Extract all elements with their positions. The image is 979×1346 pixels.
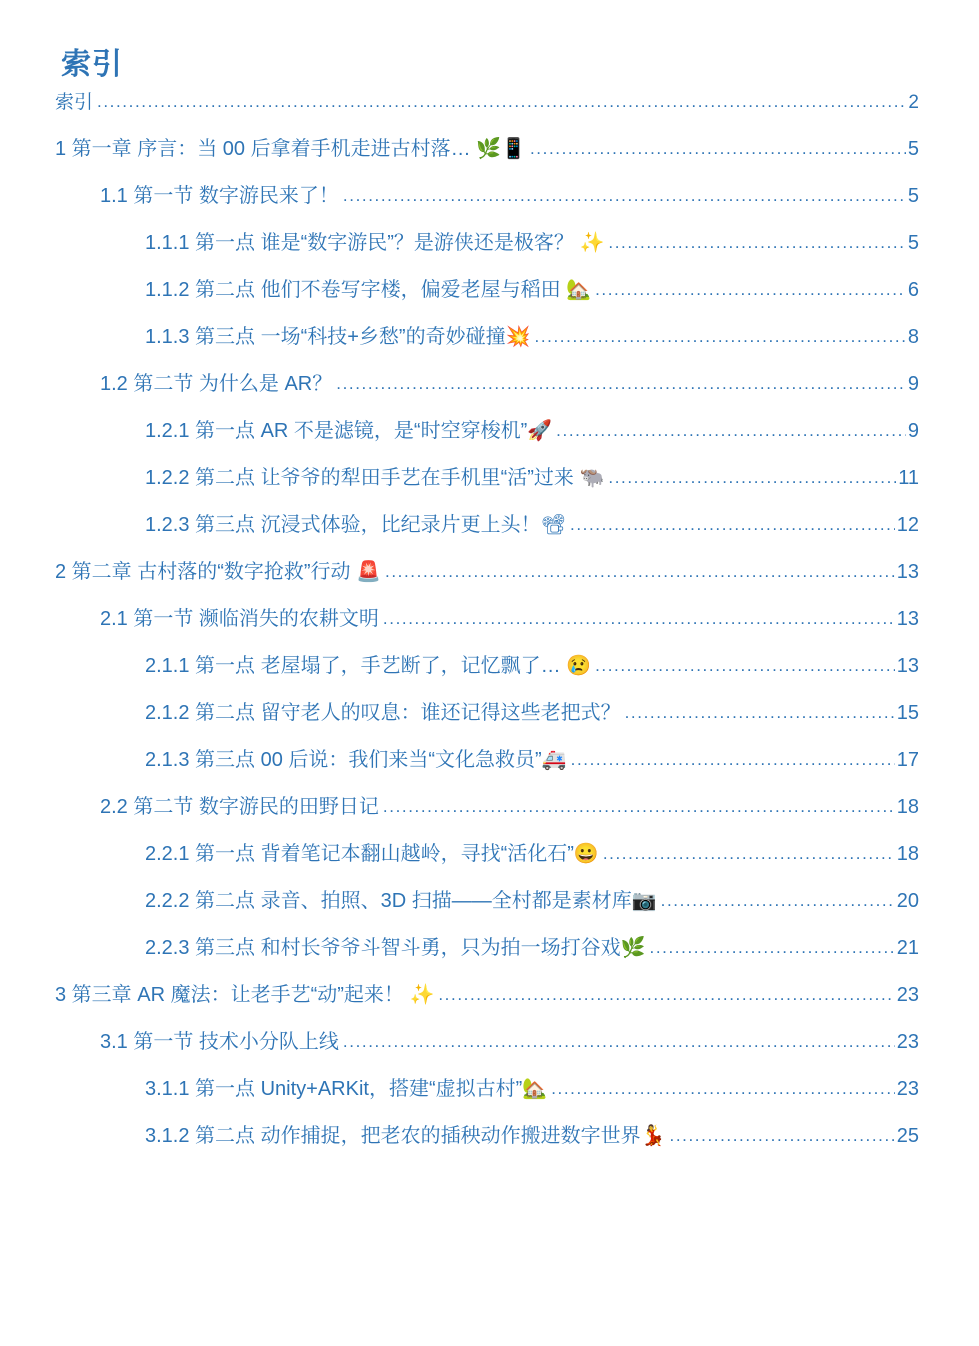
page-title: 索引 (61, 48, 123, 81)
toc-entry[interactable] (145, 1077, 919, 1102)
toc-page-number: 2 (908, 92, 919, 113)
toc-leader-dots (571, 748, 895, 773)
toc-page-number: 6 (907, 278, 919, 301)
toc-page-number: 5 (907, 231, 919, 254)
toc-leader-dots (603, 842, 895, 867)
toc-entry-label: 索引 (55, 92, 94, 113)
toc-leader-dots (535, 325, 906, 350)
toc-page-number: 11 (898, 466, 919, 489)
toc-page-number: 21 (896, 936, 919, 959)
toc-leader-dots (608, 231, 906, 256)
toc-entry[interactable] (145, 1124, 919, 1149)
toc-entry[interactable] (55, 983, 919, 1008)
toc-entry[interactable] (55, 91, 919, 115)
toc-page-number: 23 (896, 983, 919, 1006)
toc-entry-label: 2.1.3 第三点 00 后说：我们来当“文化急救员”🚑 (145, 748, 567, 771)
toc-leader-dots (97, 91, 906, 115)
toc-entry-label: 3.1 第一节 技术小分队上线 (100, 1030, 339, 1053)
toc-leader-dots (556, 419, 906, 444)
toc-entry[interactable] (100, 372, 919, 397)
toc-entry[interactable] (145, 419, 919, 444)
toc-entry-label: 1.2.1 第一点 AR 不是滤镜，是“时空穿梭机”🚀 (145, 419, 553, 442)
toc-leader-dots (343, 1030, 895, 1055)
toc-entry-label: 2.2.2 第二点 录音、拍照、3D 扫描——全村都是素材库📷 (145, 889, 657, 912)
toc-entry[interactable] (100, 607, 919, 632)
toc-leader-dots (608, 466, 896, 491)
toc-entry[interactable] (145, 654, 919, 679)
toc-entry[interactable] (145, 701, 919, 726)
toc-page-number: 13 (896, 654, 919, 677)
toc-entry-label: 2.1.1 第一点 老屋塌了，手艺断了，记忆飘了… 😢 (145, 654, 592, 677)
toc-leader-dots (385, 560, 895, 585)
toc-entry-label: 3.1.1 第一点 Unity+ARKit，搭建“虚拟古村”🏡 (145, 1077, 548, 1100)
toc-entry[interactable] (55, 137, 919, 162)
toc-entry[interactable] (55, 560, 919, 585)
toc-entry-label: 3 第三章 AR 魔法：让老手艺“动”起来！ ✨ (55, 983, 435, 1006)
toc-leader-dots (661, 889, 895, 914)
toc-entry[interactable] (145, 842, 919, 867)
toc-entry-label: 2.2.3 第三点 和村长爷爷斗智斗勇，只为拍一场打谷戏🌿 (145, 936, 646, 959)
toc-leader-dots (670, 1124, 895, 1149)
toc-page-number: 17 (896, 748, 919, 771)
toc-entry-label: 1.2.3 第三点 沉浸式体验，比纪录片更上头！📽 (145, 513, 566, 536)
toc-entry-label: 2 第二章 古村落的“数字抢救”行动 🚨 (55, 560, 382, 583)
toc-entry[interactable] (145, 231, 919, 256)
toc-entry-label: 2.2 第二节 数字游民的田野日记 (100, 795, 379, 818)
toc-entry-label: 1 第一章 序言：当 00 后拿着手机走进古村落… 🌿📱 (55, 137, 526, 160)
toc-entry-label: 1.2.2 第二点 让爷爷的犁田手艺在手机里“活”过来 🐃 (145, 466, 605, 489)
toc-entry[interactable] (145, 513, 919, 538)
toc-leader-dots (625, 701, 895, 726)
toc-page-number: 18 (896, 795, 919, 818)
toc-leader-dots (595, 278, 906, 303)
toc-entry[interactable] (145, 936, 919, 961)
toc-leader-dots (570, 513, 895, 538)
toc-entry-label: 1.1.3 第三点 一场“科技+乡愁”的奇妙碰撞💥 (145, 325, 531, 348)
toc-leader-dots (383, 607, 895, 632)
toc-entry-label: 2.1 第一节 濒临消失的农耕文明 (100, 607, 379, 630)
toc-page-number: 9 (907, 372, 919, 395)
toc-leader-dots (336, 372, 906, 397)
toc-leader-dots (343, 184, 906, 209)
toc-page-number: 18 (896, 842, 919, 865)
toc-entry-label: 1.1 第一节 数字游民来了！ (100, 184, 339, 207)
toc-entry-label: 2.2.1 第一点 背着笔记本翻山越岭，寻找“活化石”😀 (145, 842, 599, 865)
toc-entry-label: 2.1.2 第二点 留守老人的叹息：谁还记得这些老把式？ (145, 701, 621, 724)
toc-entry-label: 1.1.1 第一点 谁是“数字游民”？是游侠还是极客？ ✨ (145, 231, 605, 254)
toc-page-number: 13 (896, 560, 919, 583)
toc-leader-dots (595, 654, 895, 679)
toc-entry-label: 3.1.2 第二点 动作捕捉，把老农的插秧动作搬进数字世界💃 (145, 1124, 666, 1147)
toc-entry[interactable] (100, 795, 919, 820)
toc-entry-label: 1.1.2 第二点 他们不卷写字楼，偏爱老屋与稻田 🏡 (145, 278, 592, 301)
toc-page-number: 23 (896, 1030, 919, 1053)
toc-entry[interactable] (145, 325, 919, 350)
table-of-contents (55, 91, 919, 1149)
toc-entry[interactable] (145, 278, 919, 303)
toc-entry-label: 1.2 第二节 为什么是 AR？ (100, 372, 333, 395)
toc-page-number: 5 (907, 137, 919, 160)
toc-leader-dots (383, 795, 895, 820)
toc-page-number: 9 (907, 419, 919, 442)
toc-page-number: 20 (896, 889, 919, 912)
toc-page-number: 13 (896, 607, 919, 630)
toc-leader-dots (530, 137, 906, 162)
toc-page-number: 5 (907, 184, 919, 207)
toc-entry[interactable] (145, 889, 919, 914)
toc-page-number: 12 (896, 513, 919, 536)
toc-entry[interactable] (100, 184, 919, 209)
toc-entry[interactable] (145, 466, 919, 491)
toc-page-number: 8 (907, 325, 919, 348)
toc-entry[interactable] (100, 1030, 919, 1055)
toc-entry[interactable] (145, 748, 919, 773)
toc-page-number: 25 (896, 1124, 919, 1147)
toc-leader-dots (551, 1077, 895, 1102)
toc-leader-dots (650, 936, 895, 961)
toc-leader-dots (438, 983, 894, 1008)
toc-page-number: 23 (896, 1077, 919, 1100)
toc-page-number: 15 (896, 701, 919, 724)
